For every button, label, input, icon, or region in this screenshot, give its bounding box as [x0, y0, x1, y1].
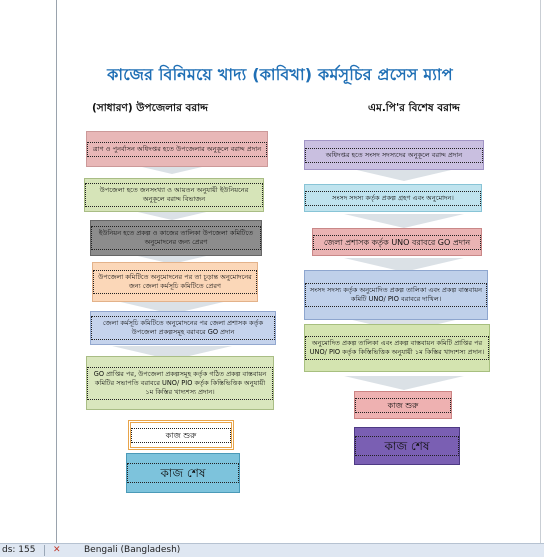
page-title: কাজের বিনিময়ে খাদ্য (কাবিখা) কর্মসূচির প্রসেস ম্যাপ — [107, 65, 453, 84]
right-step-4-text: সংসদ সদস্য কর্তৃক অনুমোদিত প্রকল্প তালিকা এবং প্রকল্প বাস্তবায়ন কমিটি UNO/ PIO বরাবরে দাখিল। — [305, 283, 487, 307]
flow-arrow — [344, 376, 464, 390]
left-step-3 — [90, 220, 262, 256]
proofing-error-icon[interactable]: ✕ — [53, 545, 61, 555]
right-work-end-text: কাজ শেষ — [355, 436, 459, 456]
right-work-end — [354, 427, 460, 465]
left-step-6 — [86, 356, 274, 410]
right-step-5 — [304, 324, 490, 372]
left-column-heading: (সাধারণ) উপজেলার বরাদ্দ — [92, 102, 208, 114]
right-step-5-text: অনুমোদিত প্রকল্প তালিকা এবং প্রকল্প বাস্তবায়ন কমিটি প্রাপ্তির পর UNO/ PIO কর্তৃক কিস্তিভিত্তিক অনুযায়ী ১ম কিস্তির খাদ্যশস্য প্রদান। — [305, 336, 489, 360]
right-step-2 — [304, 184, 482, 212]
left-work-end-text: কাজ শেষ — [127, 463, 239, 483]
right-step-2-text: সংসদ সদস্য কর্তৃক প্রকল্প গ্রহণ এবং অনুমোদন। — [305, 191, 481, 206]
left-work-start — [128, 420, 234, 450]
right-step-1-text: অধিদপ্তর হতে সংসদ সদস্যদের অনুকূলে বরাদ্দ প্রদান — [305, 148, 483, 163]
left-step-1 — [86, 131, 268, 167]
left-step-2-text: উপজেলা হতে জনসংখ্যা ও আয়তন অনুযায়ী ইউনিয়নের অনুকূলে বরাদ্দ বিভাজন — [85, 183, 263, 207]
page-edge-left — [56, 0, 57, 543]
right-work-start — [354, 391, 452, 419]
word-count[interactable]: ds: 155 — [2, 545, 36, 555]
left-step-1-text: ত্রাণ ও পুনর্বাসন অধিদপ্তর হতে উপজেলার অনুকূলে বরাদ্দ প্রদান — [87, 142, 267, 157]
right-work-start-text: কাজ শুরু — [355, 398, 451, 413]
status-bar — [0, 543, 544, 557]
left-step-4-text: উপজেলা কমিটিতে অনুমোদনের পর তা চূড়ান্ত অনুমোদনের জন্য জেলা কর্মসূচি কমিটিতে প্রেরণ — [93, 270, 257, 294]
status-divider — [44, 545, 45, 556]
left-step-3-text: ইউনিয়ন হতে প্রকল্প ও কাজের তালিকা উপজেলা কমিটিতে অনুমোদনের জন্য প্রেরণ — [91, 226, 261, 250]
language-indicator[interactable]: Bengali (Bangladesh) — [84, 545, 181, 555]
left-step-4 — [92, 262, 258, 302]
left-step-2 — [84, 178, 264, 212]
left-step-5 — [90, 311, 276, 345]
right-step-4 — [304, 270, 488, 320]
right-step-3 — [312, 228, 482, 256]
left-step-5-text: জেলা কর্মসূচি কমিটিতে অনুমোদনের পর জেলা প্রশাসক কর্তৃক উপজেলা প্রকল্পসমূহ বরাবরে GO প্রদান — [91, 316, 275, 340]
flow-arrow — [344, 214, 464, 228]
left-work-start-text: কাজ শুরু — [131, 428, 231, 443]
right-step-1 — [304, 140, 484, 170]
right-step-3-text: জেলা প্রশাসক কর্তৃক UNO বরাবরে GO প্রদান — [313, 235, 481, 250]
left-step-6-text: GO প্রাপ্তির পর, উপজেলা প্রকল্পসমূহ কর্তৃক গঠিত প্রকল্প বাস্তবায়ন কমিটির সভাপতি বরাবরে UNO/ PIO কর্তৃক কিস্তিভিত্তিক অনুযায়ী ১ম কিস্তির খাদ্যশস্য প্রদান। — [87, 367, 273, 400]
left-work-end — [126, 453, 240, 493]
page-edge-right — [540, 0, 541, 543]
right-column-heading: এম.পি'র বিশেষ বরাদ্দ — [368, 102, 460, 114]
